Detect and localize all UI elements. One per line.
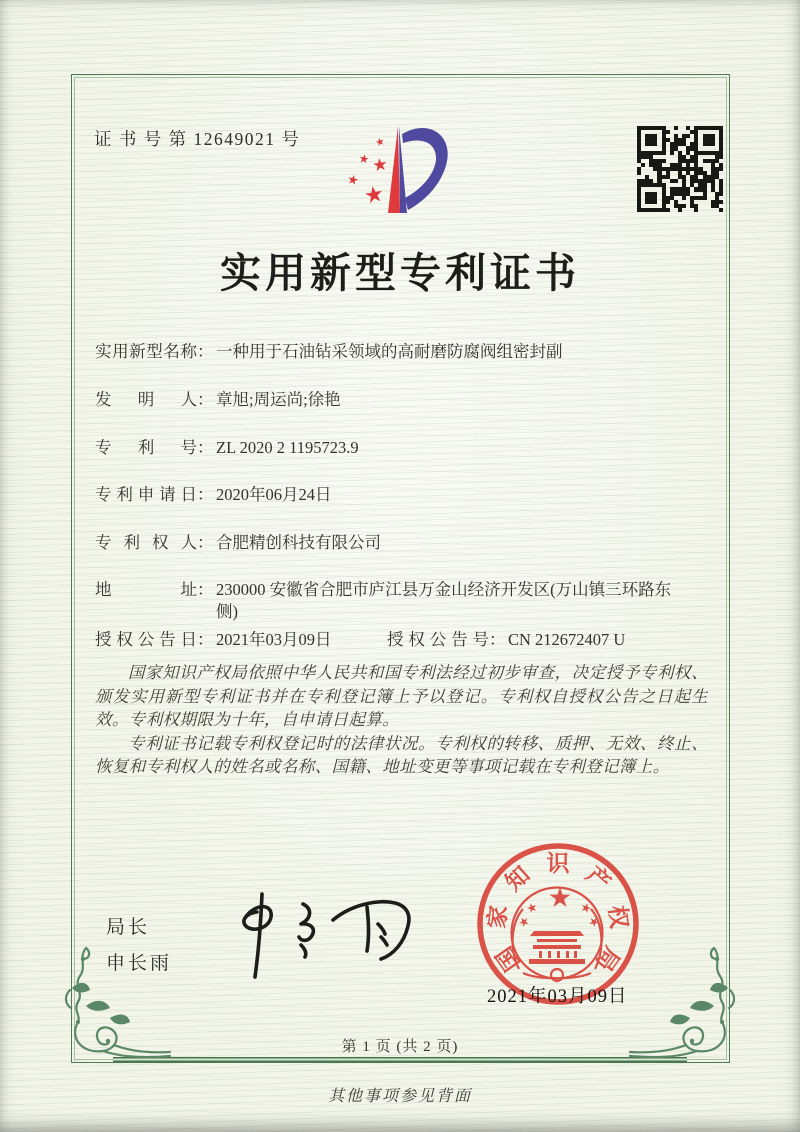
svg-text:产: 产 <box>581 861 616 896</box>
grant-date-group: 授权公告日 ： 2021年03月09日 <box>95 629 387 651</box>
field-value: ZL 2020 2 1195723.9 <box>216 438 359 457</box>
qr-code <box>637 126 723 212</box>
svg-text:家: 家 <box>484 904 512 930</box>
back-side-note: 其他事项参见背面 <box>327 1088 472 1105</box>
svg-text:权: 权 <box>604 904 632 930</box>
certificate-number: 证 书 号 第 12649021 号 <box>94 129 301 149</box>
field-label: 专利号 <box>95 438 197 457</box>
legal-paragraph-1: 国家知识产权局依照中华人民共和国专利法经过初步审查，决定授予专利权、颁发实用新型专利证书并在专利登记簿上予以登记。专利权自授权公告之日起生效。专利权期限为十年，自申请日起算。 <box>95 663 708 729</box>
field-row-address: 地址 ： 230000 安徽省合肥市庐江县万金山经济开发区(万山镇三环路东侧) <box>95 579 709 623</box>
legal-paragraph-2: 专利证书记载专利权登记时的法律状况。专利权的转移、质押、无效、终止、恢复和专利权人的姓名或名称、国籍、地址变更等事项记载在专利登记簿上。 <box>95 733 708 776</box>
field-label: 专利权人 <box>95 533 197 552</box>
bottom-border-rule <box>113 1057 687 1062</box>
field-value: 2021年03月09日 <box>216 630 332 649</box>
field-label: 授权公告日 <box>95 630 197 649</box>
signer-name: 申长雨 <box>106 953 173 974</box>
field-row-name: 实用新型名称 ： 一种用于石油钻采领域的高耐磨防腐阀组密封副 <box>95 341 709 363</box>
legal-text <box>95 661 708 779</box>
seal-date: 2021年03月09日 <box>487 987 628 1007</box>
field-label: 地址 <box>95 580 197 599</box>
certificate-title: 实用新型专利证书 <box>220 250 580 296</box>
field-row-inventor: 发明人 ： 章旭;周运尚;徐艳 <box>95 389 709 411</box>
field-label: 实用新型名称 <box>95 342 197 361</box>
svg-text:国: 国 <box>491 942 526 976</box>
page-number: 第 1 页 (共 2 页) <box>341 1039 459 1055</box>
field-label: 专利申请日 <box>95 485 197 504</box>
field-row-filing-date: 专利申请日 ： 2020年06月24日 <box>95 484 709 506</box>
field-label: 授权公告号 <box>387 630 489 649</box>
field-value: CN 212672407 U <box>508 630 626 649</box>
grant-number-group: 授权公告号 ： CN 212672407 U <box>387 629 709 651</box>
field-row-patentee: 专利权人 ： 合肥精创科技有限公司 <box>95 532 709 554</box>
field-row-patent-number: 专利号 ： ZL 2020 2 1195723.9 <box>95 437 709 459</box>
field-value: 合肥精创科技有限公司 <box>216 533 381 552</box>
field-value: 230000 安徽省合肥市庐江县万金山经济开发区(万山镇三环路东侧) <box>216 580 672 621</box>
field-value: 2020年06月24日 <box>216 485 332 504</box>
field-row-grant <box>95 629 709 651</box>
field-value: 一种用于石油钻采领域的高耐磨防腐阀组密封副 <box>216 342 563 361</box>
director-signature <box>215 878 425 986</box>
svg-text:识: 识 <box>546 851 570 876</box>
signer-title: 局长 <box>106 917 151 938</box>
cnipa-logo-icon <box>340 106 455 232</box>
field-label: 发明人 <box>95 390 197 409</box>
svg-text:知: 知 <box>500 861 535 896</box>
field-value: 章旭;周运尚;徐艳 <box>216 390 341 409</box>
svg-text:局: 局 <box>590 942 625 976</box>
